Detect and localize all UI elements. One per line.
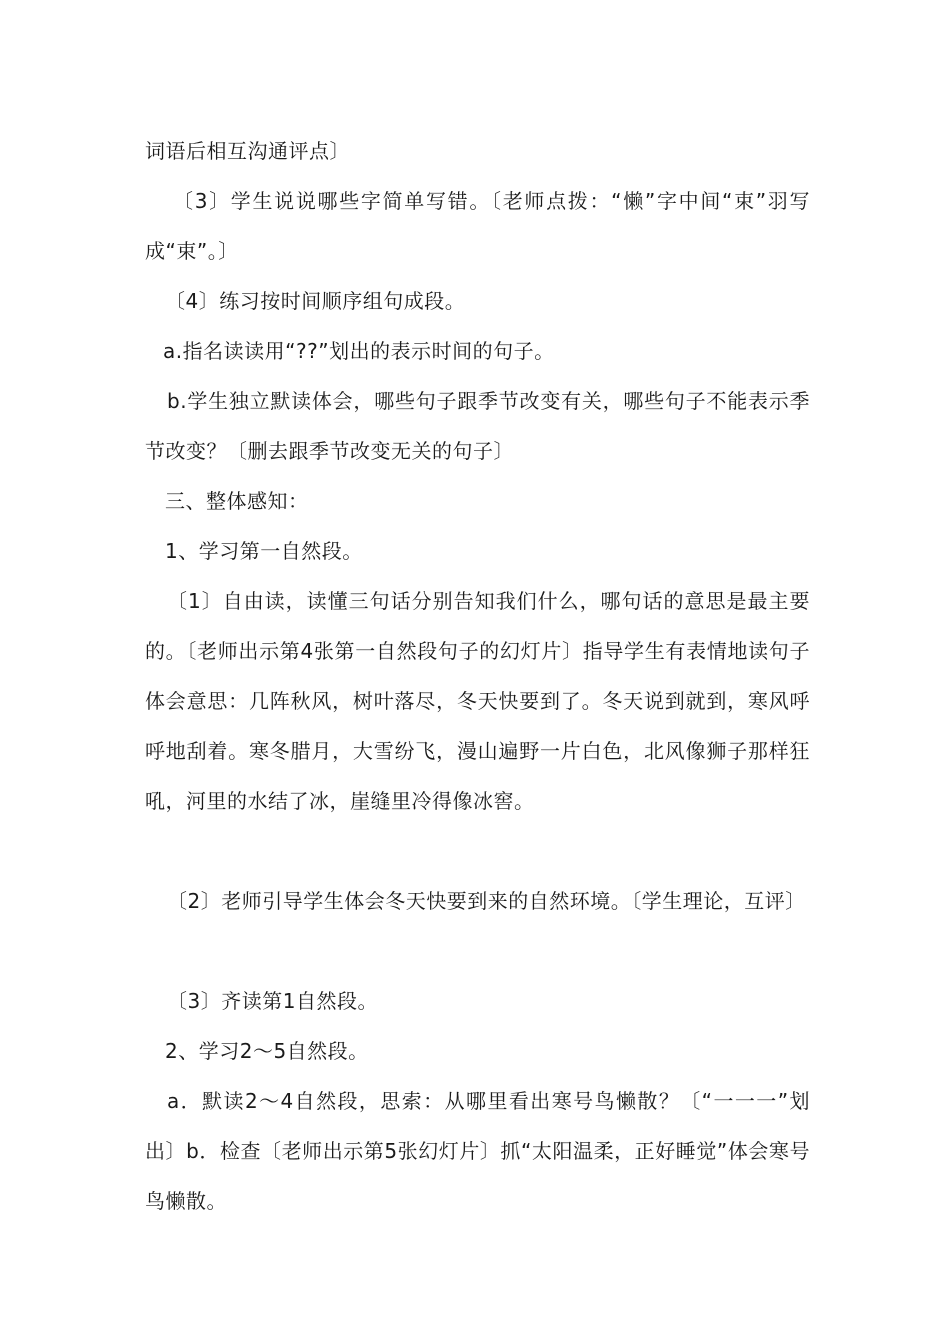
subheading-learn-paragraphs-2-5: 2、学习2～5自然段。	[165, 1039, 369, 1063]
paragraph-item-b-season-sentences: b.学生独立默读体会，哪些句子跟季节改变有关，哪些句子不能表示季节改变？〔删去跟季节改变无关的句子〕	[145, 389, 810, 463]
paragraph-step-3-typos: 〔3〕学生说说哪些字简单写错。〔老师点拨：“懒”字中间“束”羽写成“束”。〕	[145, 189, 810, 263]
paragraph-item-a-time-sentences: a.指名读读用“??”划出的表示时间的句子。	[163, 339, 555, 363]
paragraph-step-2-environment: 〔2〕老师引导学生体会冬天快要到来的自然环境。〔学生理论，互评〕	[167, 889, 806, 913]
paragraph-continuation: 词语后相互沟通评点〕	[145, 139, 350, 163]
subheading-learn-paragraph-1: 1、学习第一自然段。	[165, 539, 363, 563]
paragraph-item-a-silent-reading: a．默读2～4自然段，思索：从哪里看出寒号鸟懒散？〔“一一一”划出〕b．检查〔老师出示第5张幻灯片〕抓“太阳温柔，正好睡觉”体会寒号鸟懒散。	[145, 1089, 810, 1213]
paragraph-step-1-free-reading: 〔1〕自由读，读懂三句话分别告知我们什么，哪句话的意思是最主要的。〔老师出示第4张第一自然段句子的幻灯片〕指导学生有表情地读句子体会意思：几阵秋风，树叶落尽，冬天快要到了。冬天说到就到，寒风呼呼地刮着。寒冬腊月，大雪纷飞，漫山遍野一片白色，北风像狮子那样狂吼，河里的水结了冰，崖缝里冷得像冰窖。	[145, 589, 810, 813]
paragraph-step-3-read-aloud: 〔3〕齐读第1自然段。	[167, 989, 378, 1013]
section-heading-overall-perception: 三、整体感知：	[165, 489, 309, 513]
paragraph-step-4-order: 〔4〕练习按时间顺序组句成段。	[165, 289, 466, 313]
